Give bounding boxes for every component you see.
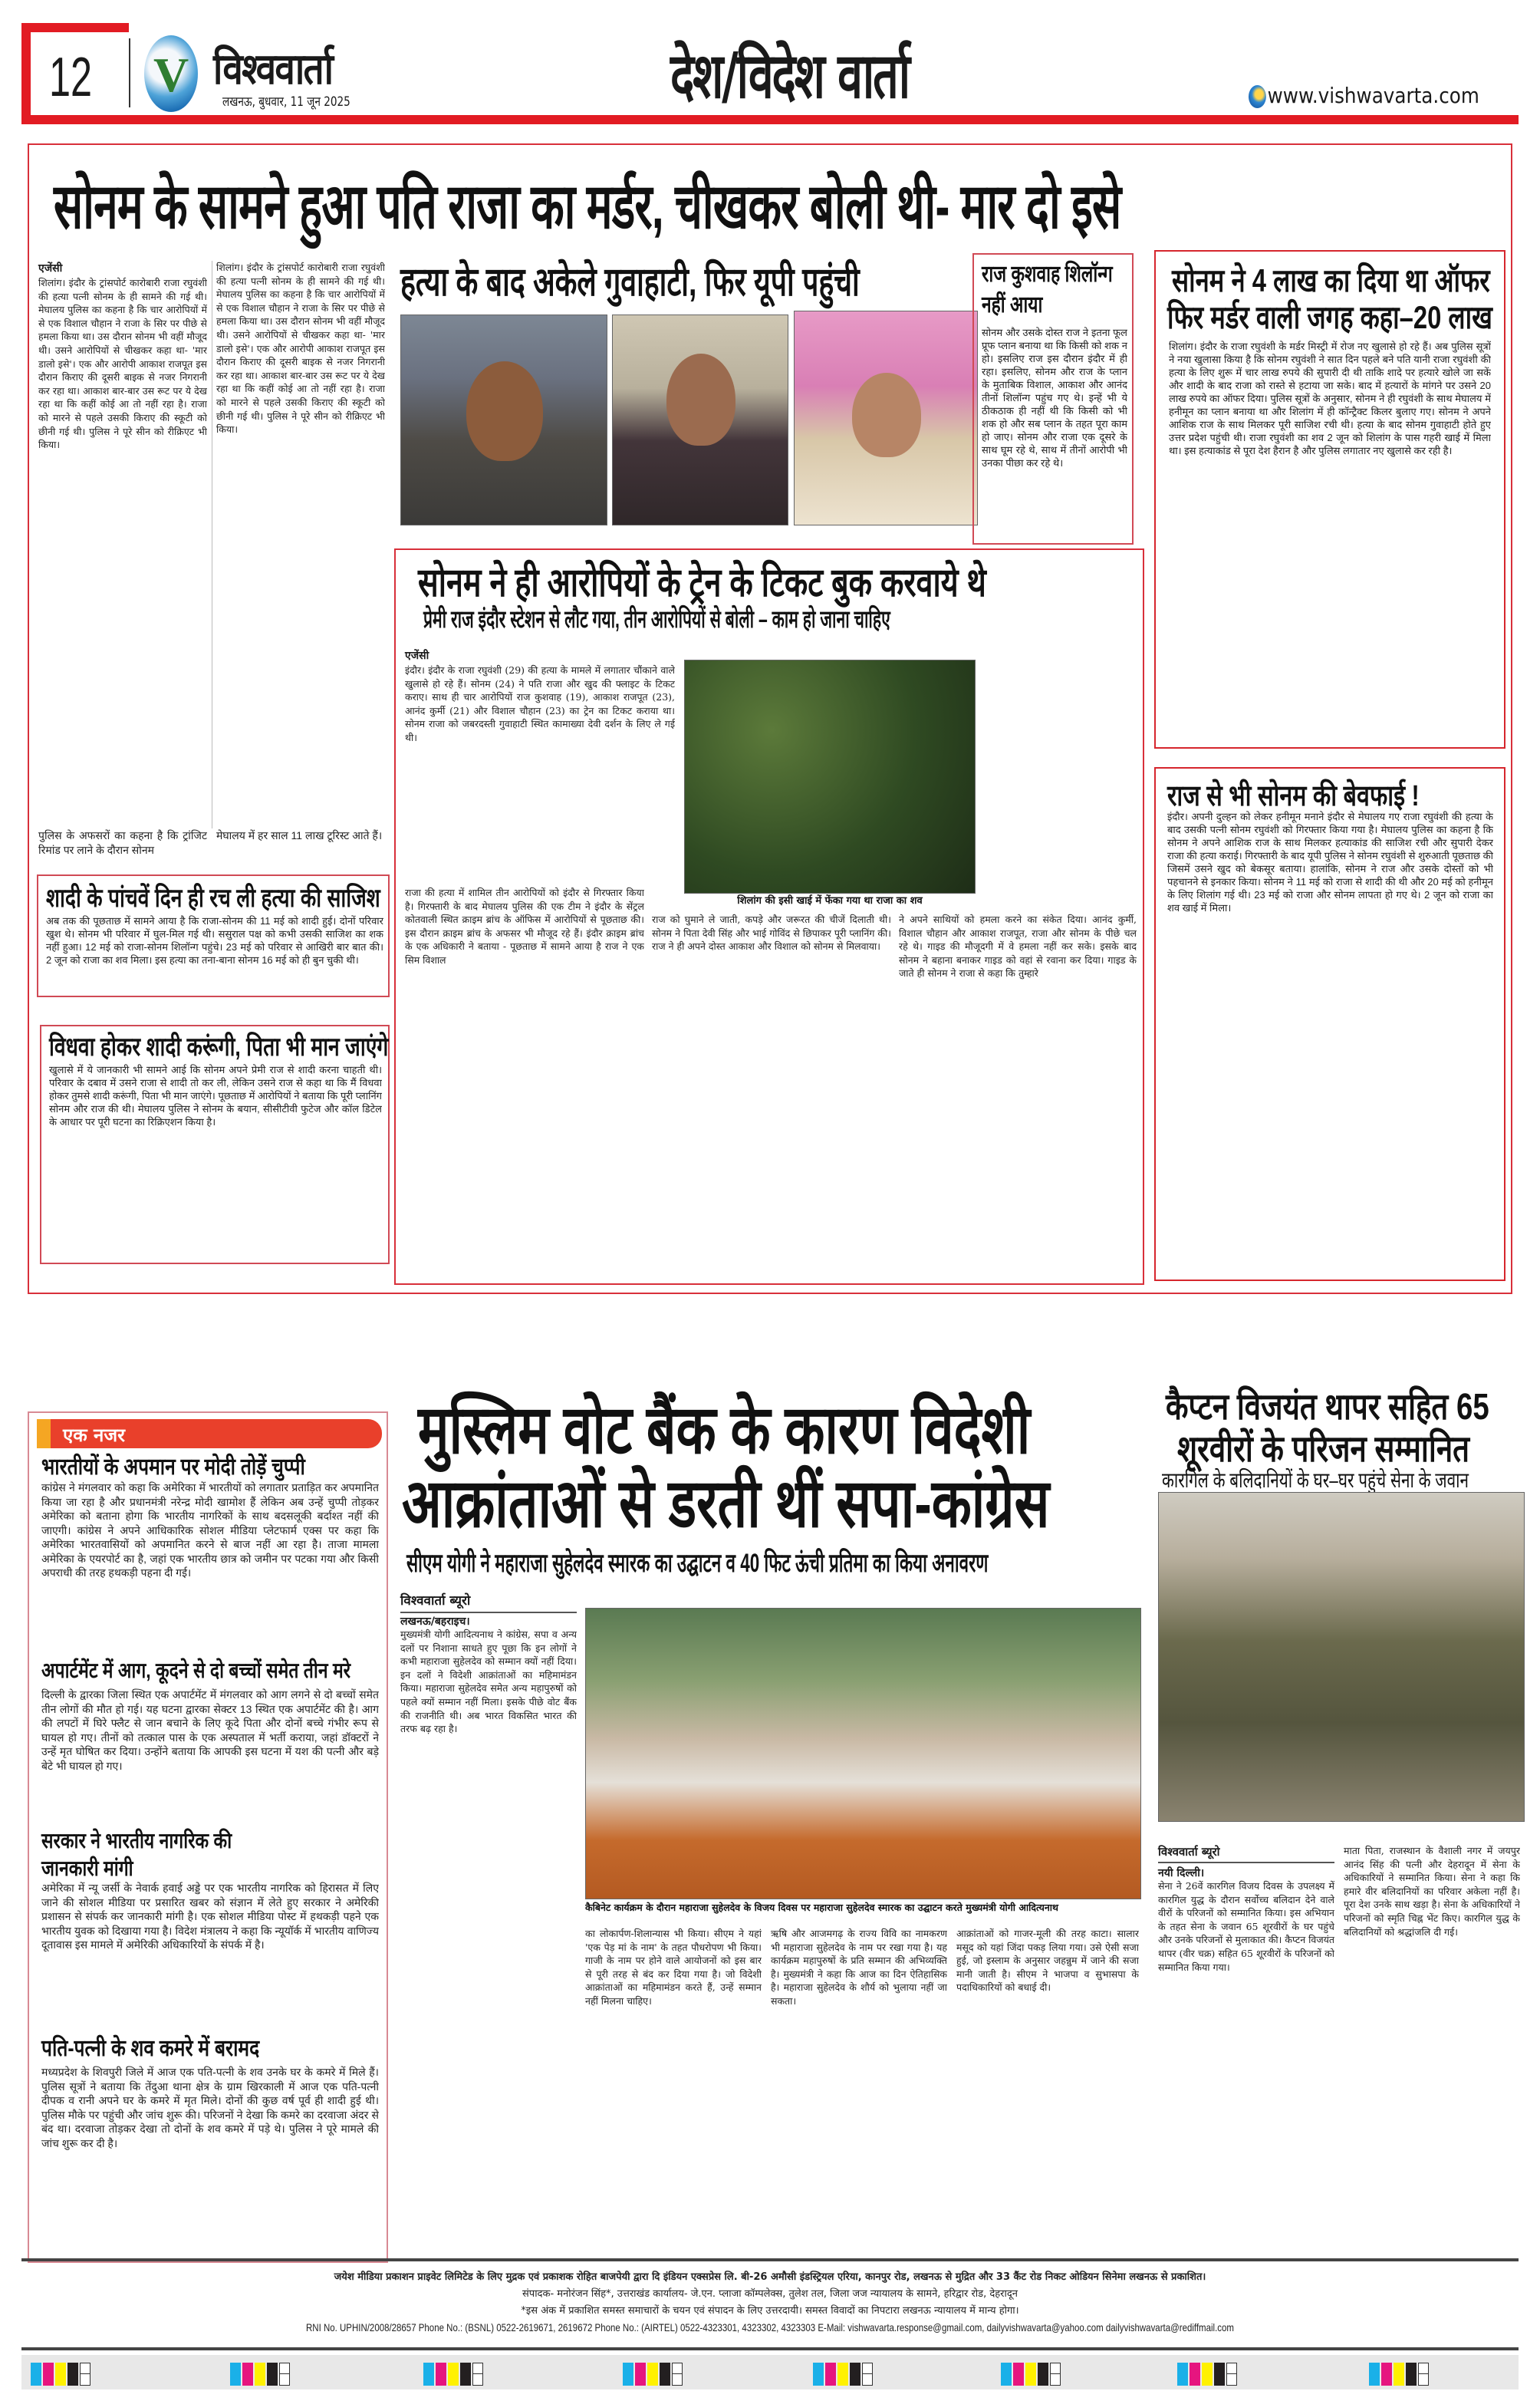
train-story-subheadline: प्रेमी राज इंदौर स्टेशन से लौट गया, तीन आरोपियों से बोली – काम हो जाना चाहिए: [423, 605, 890, 633]
brief-headline-4: पति-पत्नी के शव कमरे में बरामद: [41, 2036, 260, 2061]
cmyk-swatch: [1177, 2363, 1237, 2386]
masthead-red-bar: [21, 115, 1519, 124]
yogi-headline-2: आक्रांताओं से डरती थीं सपा-कांग्रेस: [402, 1465, 1050, 1541]
masthead-divider: [129, 38, 130, 107]
sidebar-offer-body: शिलांग। इंदौर के राजा रघुवंशी के मर्डर मिस्ट्री में रोज नए खुलासे हो रहे हैं। अब पुलिस सूत्रों ने नया खुलासा किया है कि सोनम रघुवंशी ने सात दिन पहले बने पति यानी राजा रघुवंशी की हत्या के लिए शुरू में चार लाख रुपये की सुपारी दी थी ताकि शादे पर हत्यारे खोले जा सकें और शादी के बाद राजा को रास्ते से हटाया जा सके। बाद में हत्यारों के मांगने पर उसने 20 लाख रुपये का ऑफर दिया। पुलिस सूत्रों के अनुसार, सोनम ने ही रघुवंशी के साथ मेघालय में हनीमून का प्लान बनाया था और शिलांग में ही कॉन्ट्रैक्ट किलर बुलाए गए। सोनम ने अपने आशिक राज के साथ मिलकर पूरी साजिश रची थी। हत्या के बाद सोनम गुवाहाटी होते हुए उत्तर प्रदेश पहुंची थी। राजा रघुवंशी का शव 2 जून को शिलांग के पास गहरी खाई में मिला था। इस हत्याकांड से पूरा देश हैरान है और पुलिस लगातार नए खुलासे कर रही है।: [1169, 341, 1491, 456]
ek-najar-tag: [37, 1419, 382, 1448]
yogi-dateline: लखनऊ/बहराइच।: [400, 1615, 470, 1628]
masthead: [21, 23, 1540, 121]
brief-headline-2: अपार्टमेंट में आग, कूदने से दो बच्चों समेत तीन मरे: [41, 1658, 351, 1682]
footer-contact: RNI No. UPHIN/2008/28657 Phone No.: (BSNL) 0522-2619671, 2619672 Phone No.: (AIRTEL) 0522-4323301, 4323302, 4323303 E-Mail: vishwavarta.response@gmail.com, dailyvishwavarta@yahoo.com dailyvishwavarta@rediffmail.com: [306, 2321, 1234, 2333]
accused-photo: [400, 315, 607, 525]
box-widow-headline: विधवा होकर शादी करूंगी, पिता भी मान जाएंगे: [49, 1033, 389, 1062]
cmyk-swatch: [423, 2363, 483, 2386]
rally-photo-caption: कैबिनेट कार्यक्रम के दौरान महाराजा सुहेलदेव के विजय दिवस पर महाराजा सुहेलदेव स्मारक का उद्घाटन करते मुख्यमंत्री योगी आदित्यनाथ: [585, 1902, 1059, 1913]
photo-story-headline: हत्या के बाद अकेले गुवाहाटी, फिर यूपी पहुंची: [400, 260, 860, 305]
ek-najar-tag-label: एक नजर: [63, 1424, 126, 1446]
kargil-headline-1: कैप्टन विजयंत थापर सहित 65: [1166, 1387, 1489, 1428]
section-title: देश/विदेश वार्ता: [670, 40, 909, 113]
raja-photo: [794, 311, 978, 525]
website-link[interactable]: [1249, 83, 1479, 108]
registration-rule: [21, 2347, 1519, 2350]
article-tail-right: मेघालय में हर साल 11 लाख टूरिस्ट आते हैं।: [216, 829, 383, 842]
gorge-photo-caption: शिलांग की इसी खाई में फेंका गया था राजा का शव: [737, 895, 923, 907]
train-story-body-4: ने अपने साथियों को हमला करने का संकेत दिया। आनंद कुर्मी, विशाल चौहान और आकाश राजपूत, राजा और सोनम के पीछे चल रहे थे। गाइड की मौजूदगी में वे हमला नहीं कर सके। इसके बाद सोनम ने बहाना बनाकर गाइड को वहां से रवाना कर दिया। गाइड के जाते ही सोनम ने राजा से कहा कि तुम्हारे: [899, 914, 1137, 980]
train-story-body-2: राजा की हत्या में शामिल तीन आरोपियों को इंदौर से गिरफ्तार किया है। गिरफ्तारी के बाद मेघालय पुलिस की एक टीम ने इंदौर के सेंट्रल कोतवाली स्थित क्राइम ब्रांच के ऑफिस में आरोपियों से पूछताछ की। इस दौरान क्राइम ब्रांच के अफसर भी मौजूद रहे हैं। इंदौर क्राइम ब्रांच के एक अधिकारी ने बताया - पूछताछ में सामने आया है राज ने एक सिम विशाल: [405, 887, 644, 966]
main-headline: सोनम के सामने हुआ पति राजा का मर्डर, चीखकर बोली थी- मार दो इसे: [54, 172, 1121, 242]
vishwavarta-logo-icon: V: [144, 35, 198, 112]
sidebar-raj-body: सोनम और उसके दोस्त राज ने इतना फूल प्रूफ प्लान बनाया था कि किसी को शक न हो। इसलिए राज इस दौरान इंदौर में ही रहा। इसलिए, सोनम और राज के प्लान के मुताबिक विशाल, आकाश और आनंद तीनों शिलॉन्ग पहुंच गए थे। इन्हें भी ये ठीकठाक ही नहीं थी कि किसी को भी शक हो और सब प्लान के तहत पूरा काम हो जाए। सोनम और राजा एक दूसरे के साथ घूम रहे थे, साथ में तीनों आरोपी भी उनका पीछा कर रहे थे।: [982, 327, 1127, 469]
yogi-subheadline: सीएम योगी ने महाराजा सुहेलदेव स्मारक का उद्घाटन व 40 फिट ऊंची प्रतिमा का किया अनावरण: [406, 1549, 989, 1578]
kargil-dateline: नयी दिल्ली।: [1158, 1867, 1205, 1879]
kargil-subheadline: कारगिल के बलिदानियों के घर–घर पहुंचे सेना के जवान: [1162, 1468, 1469, 1492]
box-fifth-day-body: अब तक की पूछताछ में सामने आया है कि राजा-सोनम की 11 मई को शादी हुई। दोनों परिवार खुश थे। सोनम भी परिवार में घुल-मिल गई थी। ससुराल पक्ष को कभी उसकी साजिश का शक नहीं हुआ। 12 मई को राजा-सोनम शिलॉन्ग पहुंचे। 23 मई को परिवार से आखिरी बार बात की। 2 जून को राजा का शव मिला। इस हत्या का तना-बाना सोनम 16 मई को ही बुन चुकी थी।: [46, 915, 383, 966]
article-body: शिलांग। इंदौर के ट्रांसपोर्ट कारोबारी राजा रघुवंशी की हत्या पत्नी सोनम के ही सामने की गई थी। मेघालय पुलिस का कहना है कि चार आरोपियों में से एक विशाल चौहान ने राजा के सिर पर पीछे से हमला किया था। उस दौरान सोनम भी वहीं मौजूद थी। उसने आरोपियों से चीखकर कहा था- 'मार डालो इसे'। एक और आरोपी आकाश राजपूत इस दौरान किराए की दूसरी बाइक से नजर निगरानी कर रहा था। आकाश बार-बार उस रूट पर ये देख रहा था कि कहीं कोई आ तो नहीं रहा है। राजा को मारने से पहले उसकी किराए की स्कूटी को छीनी गई थी। पुलिस ने पूरे सीन को रीक्रिएट भी किया।: [38, 277, 207, 451]
cmyk-swatch: [1001, 2363, 1061, 2386]
box-betrayal-headline: राज से भी सोनम की बेवफाई !: [1167, 780, 1420, 812]
box-fifth-day-headline: शादी के पांचवें दिन ही रच ली हत्या की साजिश: [46, 884, 380, 913]
brief-headline-3: सरकार ने भारतीय नागरिक की जानकारी मांगी: [41, 1829, 232, 1880]
box-widow-body: खुलासे में ये जानकारी भी सामने आई कि सोनम अपने प्रेमी राज से शादी करना चाहती थी। परिवार के दबाव में उसने राजा से शादी तो कर ली, लेकिन उसने राज से कहा था कि मैं विधवा होकर तुमसे शादी करूंगी, पिता भी मान जाएंगे। पूछताछ में आरोपियों ने बताया कि पूरी प्लानिंग सोनम और राज की थी। मेघालय पुलिस ने सोनम के बयान, सीसीटीवी फुटेज और कॉल डिटेल के आधार पर पूरी घटना का रिक्रिएशन किया है।: [49, 1064, 382, 1128]
brief-body-3: अमेरिका में न्यू जर्सी के नेवार्क हवाई अड्डे पर एक भारतीय नागरिक को हिरासत में लिए जाने की सोशल मीडिया पर प्रसारित खबर को संज्ञान में लेते हुए सरकार ने अमेरिकी प्रशासन से संपर्क कर जानकारी मांगी है। एक सोशल मीडिया पोस्ट में हथकड़ी पहने एक भारतीय युवक को दिखाया गया है। विदेश मंत्रालय ने कहा कि न्यूयॉर्क में भारतीय वाणिज्य दूतावास इस मामले में अमेरिकी अधिकारियों के संपर्क में है।: [41, 1882, 379, 1951]
brief-body-2: दिल्ली के द्वारका जिला स्थित एक अपार्टमेंट में मंगलवार को आग लगने से दो बच्चों समेत तीन लोगों की मौत हो गई। यह घटना द्वारका सेक्टर 13 स्थित एक अपार्टमेंट की है। आग की लपटों में घिरे फ्लैट से जान बचाने के लिए कूदे पिता और दोनों बच्चे गंभीर रूप से घायल हो गए। तीनों को तत्काल पास के एक अस्पताल में भर्ती कराया, जहां डॉक्टरों ने उन्हें मृत घोषित कर दिया। उन्होंने बताया कि आपकी इस घटना में यश की पत्नी और बड़े बेटे भी घायल हो गए।: [41, 1688, 379, 1772]
sidebar-raj-headline: राज कुशवाह शिलॉन्ग नहीं आया: [982, 262, 1113, 318]
cmyk-swatch: [1369, 2363, 1429, 2386]
yogi-body-4: आक्रांताओं को गाजर-मूली की तरह काटा। सालार मसूद को यहां जिंदा पकड़ लिया गया। उसे ऐसी सजा हुई, जो इस्लाम के अनुसार जहन्नुम में जाने की सजा मानी जाती है। सीएम ने भाजपा व सुभासपा के पदाधिकारियों को बधाई दी।: [956, 1928, 1139, 1994]
yogi-body-3: ऋषि और आजमगढ़ के राज्य विवि का नामकरण भी महाराजा सुहेलदेव के नाम पर रखा गया है। यह कार्यक्रम महापुरुषों के प्रति सम्मान की अभिव्यक्ति है। मुख्यमंत्री ने कहा कि आज का दिन ऐतिहासिक है। महाराजा सुहेलदेव के शौर्य को भुलाया नहीं जा सकता।: [771, 1928, 947, 2007]
kargil-byline: विश्ववार्ता ब्यूरो: [1158, 1844, 1334, 1863]
train-story-body-3: राज को घुमाने ले जाती, कपड़े और जरूरत की चीजें दिलाती थी। सोनम ने पिता देवी सिंह और भाई गोविंद से छिपाकर पूरी प्लानिंग की। राज ने ही अपने दोस्त आकाश और विशाल को सोनम से मिलवाया।: [652, 914, 891, 953]
yogi-body-2: का लोकार्पण-शिलान्यास भी किया। सीएम ने यहां 'एक पेड़ मां के नाम' के तहत पौधरोपण भी किया। गाजी के नाम पर होने वाले आयोजनों को इस बार से पूरी तरह से बंद कर दिया गया है। जो विदेशी आक्रांताओं का महिमामंडन करते हैं, उन्हें सम्मान नहीं मिलना चाहिए।: [585, 1928, 762, 2007]
train-story-body-1: इंदौर। इंदौर के राजा रघुवंशी (29) की हत्या के मामले में लगातार चौंकाने वाले खुलासे हो रहे हैं। सोनम (24) ने पति राजा और खुद की फ्लाइट के टिकट कराए। साथ ही चार आरोपियों राज कुशवाह (19), आकाश राजपूत (23), आनंद कुर्मी (21) और विशाल चौहान (23) का ट्रेन का टिकट कराया था। सोनम राजा को जबरदस्ती गुवाहाटी स्थित कामाख्या देवी दर्शन के लिए ले गई थी।: [405, 664, 675, 743]
masthead-red-left: [21, 23, 31, 123]
kargil-headline-2: शूरवीरों के परिजन सम्मानित: [1177, 1429, 1470, 1470]
cmyk-swatch: [813, 2363, 873, 2386]
cmyk-swatch: [31, 2363, 90, 2386]
brief-body-4: मध्यप्रदेश के शिवपुरी जिले में आज एक पति-पत्नी के शव उनके घर के कमरे में मिले हैं। पुलिस सूत्रों ने बताया कि तेंदुआ थाना क्षेत्र के ग्राम खिरकाली में आज एक पति-पत्नी दीपक व रानी अपने घर के कमरे में मृत मिले। दोनों की कुछ वर्ष पूर्व ही शादी हुई थी। पुलिस मौके पर पहुंची और जांच शुरू की। परिजनों ने देखा कि कमरे का दरवाजा अंदर से बंद था। दरवाजा तोड़कर देखा तो दोनों के शव कमरे में पड़े थे। पुलिस ने पूरे मामले की जांच शुरू कर दी है।: [41, 2066, 379, 2149]
footer-editor: संपादक- मनोरंजन सिंह*, उत्तराखंड कार्यालय- जे.एन. प्लाजा कॉम्पलेक्स, तुलेश तल, जिला जज न्यायालय के सामने, हरिद्वार रोड, देहरादून: [522, 2288, 1018, 2300]
brand-name: विश्ववार्ता: [213, 44, 333, 93]
yogi-headline-1: मुस्लिम वोट बैंक के कारण विदेशी: [418, 1392, 1031, 1467]
byline: एजेंसी: [38, 262, 63, 275]
train-story-headline: सोनम ने ही आरोपियों के ट्रेन के टिकट बुक करवाये थे: [418, 561, 986, 605]
page-number: 12: [49, 47, 93, 108]
sonam-photo: [612, 315, 788, 525]
browser-e-icon: [1249, 85, 1266, 108]
article-body-col2: शिलांग। इंदौर के ट्रांसपोर्ट कारोबारी राजा रघुवंशी की हत्या पत्नी सोनम के ही सामने की गई थी। मेघालय पुलिस का कहना है कि चार आरोपियों में से एक विशाल चौहान ने राजा के सिर पर पीछे से हमला किया था। उस दौरान सोनम भी वहीं मौजूद थी। उसने आरोपियों से चीखकर कहा था- 'मार डालो इसे'। एक और आरोपी आकाश राजपूत इस दौरान किराए की दूसरी बाइक से नजर निगरानी कर रहा था। आकाश बार-बार उस रूट पर ये देख रहा था कि कहीं कोई आ तो नहीं रहा है। राजा को मारने से पहले उसकी किराए की स्कूटी को छीनी गई थी। पुलिस ने पूरे सीन को रीक्रिएट भी किया।: [216, 262, 385, 436]
train-story-byline: एजेंसी: [405, 650, 429, 662]
gorge-photo: [684, 660, 976, 894]
army-photo: [1158, 1492, 1525, 1822]
brief-body-1: कांग्रेस ने मंगलवार को कहा कि अमेरिका में भारतीयों को लगातार प्रताड़ित कर अपमानित किया जा रहा है और प्रधानमंत्री नरेन्द्र मोदी खामोश हैं लेकिन अब उन्हें चुप्पी तोड़कर अमेरिका को बताना होगा कि भारतीय नागरिकों के साथ बदसलूकी बर्दाश्त नहीं की जाएगी। कांग्रेस ने अपने आधिकारिक सोशल मीडिया प्लेटफार्म एक्स पर कहा कि अमेरिका भारतवासियों को अपमानित करने से बाज नहीं आ रहा है। ताजा मामला अमेरिका के एयरपोर्ट का है, जहां एक भारतीय छात्र को जमीन पर पटका गया और किसी अपराधी की तरह हथकड़ी पहना दी गई।: [41, 1481, 379, 1579]
footer-disclaimer: *इस अंक में प्रकाशित समस्त समाचारों के चयन एवं संपादन के लिए उत्तरदायी। समस्त विवादों का निपटारा लखनऊ न्यायालय में मान्य होगा।: [521, 2305, 1019, 2317]
footer-imprint: जयेश मीडिया प्रकाशन प्राइवेट लिमिटेड के लिए मुद्रक एवं प्रकाशक रोहित बाजपेयी द्वारा दि इंडियन एक्सप्रेस लि. बी-26 अमौसी इंडस्ट्रियल एरिया, कानपुर रोड, लखनऊ से मुद्रित और 33 कैंट रोड निकट ओडियन सिनेमा लखनऊ से प्रकाशित।: [334, 2271, 1206, 2283]
kargil-body-2: माता पिता, राजस्थान के वैशाली नगर में जयपुर आनंद सिंह की पत्नी और देहरादून में सेना के अधिकारियों ने सम्मानित किया। सेना ने कहा कि हमारे वीर बलिदानियों का परिवार अकेला नहीं है। पूरा देश उनके साथ खड़ा है। सेना के अधिकारियों ने परिजनों को स्मृति चिह्न भेंट किए। कारगिल युद्ध के बलिदानियों को श्रद्धांजलि दी गई।: [1344, 1845, 1520, 1938]
kargil-body-1: सेना ने 26वें कारगिल विजय दिवस के उपलक्ष्य में कारगिल युद्ध के दौरान सर्वोच्च बलिदान देने वाले वीरों के परिजनों को सम्मानित किया। इस अभियान के तहत सेना के जवान 65 शूरवीरों के घर पहुंचे और उनके परिजनों से मुलाकात की। कैप्टन विजयंत थापर (वीर चक्र) सहित 65 शूरवीरों के परिजनों को सम्मानित किया गया।: [1158, 1880, 1334, 1973]
sidebar-offer-headline-1: सोनम ने 4 लाख का दिया था ऑफर: [1172, 262, 1490, 298]
masthead-red-tab: [21, 23, 129, 32]
yogi-body-1: मुख्यमंत्री योगी आदित्यनाथ ने कांग्रेस, सपा व अन्य दलों पर निशाना साधते हुए पूछा कि इन लोगों ने कभी महाराजा सुहेलदेव को सम्मान क्यों नहीं दिया। इन दलों ने विदेशी आक्रांताओं का महिमामंडन किया। महाराजा सुहेलदेव समेत अन्य महापुरुषों को पहले क्यों सम्मान नहीं मिला। इसके पीछे वोट बैंक की राजनीति थी। अब भारत विकसित भारत की तरफ बढ़ रहा है।: [400, 1629, 577, 1735]
article-tail: पुलिस के अफसरों का कहना है कि ट्रांजिट रिमांड पर लाने के दौरान सोनम: [38, 829, 207, 856]
yogi-byline: विश्ववार्ता ब्यूरो: [400, 1591, 577, 1613]
box-betrayal-body: इंदौर। अपनी दुल्हन को लेकर हनीमून मनाने इंदौर से मेघालय गए राजा रघुवंशी की हत्या के बाद उसकी पत्नी सोनम रघुवंशी को गिरफ्तार किया गया है। मेघालय पुलिस का कहना है कि सोनम ने अपने आशिक राज के साथ मिलकर हत्याकांड की साजिश रची और सुपारी देकर राजा की हत्या कराई। गिरफ्तारी के बाद यूपी पुलिस ने सोनम रघुवंशी से शुरुआती पूछताछ की जिसमें उसने खुद को बेकसूर बताया। हालांकि, सोनम ने राज और उसके दोस्तों को भी पहचानने से इनकार किया। सोनम ने 11 मई को राजा से शादी की थी और 20 मई को हनीमून के लिए शिलांग गई थी। 23 मई को राजा और सोनम लापता हो गए थे। 2 जून को राजा का शव खाई में मिला।: [1167, 811, 1493, 914]
rally-photo: [585, 1608, 1141, 1899]
sidebar-offer-headline-2: फिर मर्डर वाली जगह कहा–20 लाख: [1167, 299, 1492, 335]
cmyk-swatch: [623, 2363, 683, 2386]
date-line: लखनऊ, बुधवार, 11 जून 2025: [222, 94, 350, 110]
brief-headline-1: भारतीयों के अपमान पर मोदी तोड़ें चुप्पी: [41, 1454, 305, 1480]
website-url: www.vishwavarta.com: [1267, 83, 1479, 108]
cmyk-swatch: [230, 2363, 290, 2386]
footer-rule: [21, 2258, 1519, 2261]
